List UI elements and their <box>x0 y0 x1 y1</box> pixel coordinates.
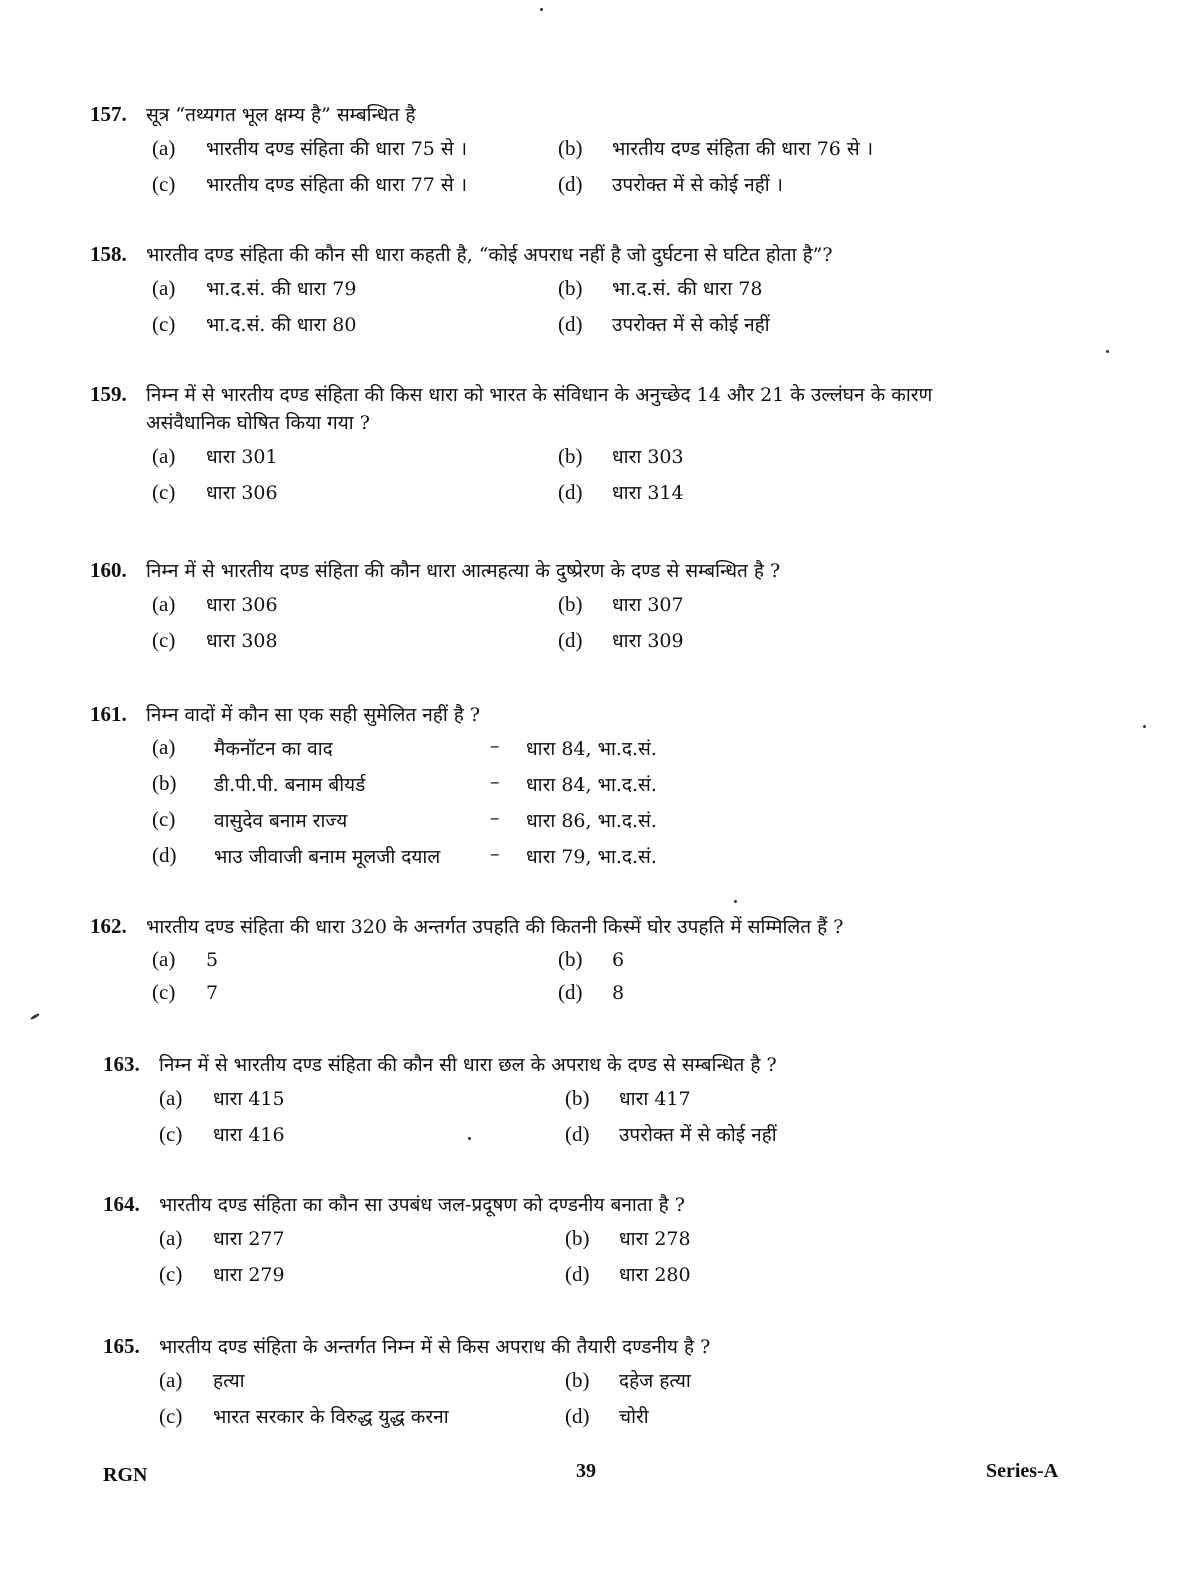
option-a <box>152 591 278 617</box>
option-label: (a) <box>152 136 176 160</box>
question-160 <box>90 556 1090 663</box>
scan-speck <box>1143 725 1146 728</box>
options <box>90 275 1090 347</box>
option-d <box>565 1121 777 1147</box>
paper-code: RGN <box>103 1464 148 1486</box>
option-text: धारा 307 <box>612 594 684 616</box>
question-number: 162. <box>90 914 127 938</box>
dash: – <box>490 807 500 829</box>
question-159 <box>90 380 1090 515</box>
option-text: हत्या <box>213 1370 245 1392</box>
option-text: भा.द.सं. की धारा 78 <box>612 278 763 300</box>
scan-speck <box>540 8 543 11</box>
match-row-c <box>90 807 1090 843</box>
question-text: भारतीय दण्ड संहिता का कौन सा उपबंध जल-प्रदूषण को दण्डनीय बनाता है ? <box>159 1194 685 1216</box>
question-text: निम्न वादों में कौन सा एक सही सुमेलित नहीं है ? <box>146 704 481 726</box>
option-row <box>90 443 1090 479</box>
option-label: (b) <box>558 444 583 468</box>
option-d <box>558 980 624 1005</box>
option-b <box>565 1225 691 1251</box>
option-d <box>558 627 684 653</box>
option-label: (a) <box>159 1226 183 1250</box>
question-text: निम्न में से भारतीय दण्ड संहिता की कौन धारा आत्महत्या के दुष्प्रेरण के दण्ड से सम्बन्धित है ? <box>146 560 781 582</box>
option-label: (a) <box>159 1086 183 1110</box>
option-c <box>159 1403 449 1429</box>
option-text: उपरोक्त में से कोई नहीं । <box>612 174 783 196</box>
question-164 <box>103 1190 1103 1297</box>
option-text: दहेज हत्या <box>619 1370 691 1392</box>
question-165 <box>103 1332 1103 1439</box>
option-text: धारा 415 <box>213 1088 285 1110</box>
option-row <box>90 627 1090 663</box>
question-text: सूत्र “तथ्यगत भूल क्षम्य है” सम्बन्धित है <box>146 104 416 126</box>
option-label: (b) <box>565 1368 590 1392</box>
option-c <box>159 1121 285 1147</box>
option-label: (c) <box>159 1262 183 1286</box>
option-label: (c) <box>159 1122 183 1146</box>
options <box>103 1085 1103 1157</box>
option-a <box>152 275 356 301</box>
option-label: (b) <box>558 276 583 300</box>
option-text: 8 <box>612 982 625 1004</box>
question-number: 164. <box>103 1192 140 1216</box>
section-ref: धारा 86, भा.द.सं. <box>526 810 657 832</box>
option-row <box>103 1261 1103 1297</box>
option-label: (d) <box>558 628 583 652</box>
option-row <box>90 275 1090 311</box>
option-row <box>90 980 1090 1013</box>
question-161 <box>90 700 1090 879</box>
question-158 <box>90 240 1090 347</box>
option-text: भारतीय दण्ड संहिता की धारा 76 से । <box>612 138 874 160</box>
option-text: 5 <box>206 949 219 971</box>
case-name: वासुदेव बनाम राज्य <box>214 810 348 832</box>
option-label: (d) <box>558 172 583 196</box>
option-d <box>558 479 684 505</box>
option-label: (a) <box>152 947 176 971</box>
option-row <box>103 1403 1103 1439</box>
option-row <box>103 1367 1103 1403</box>
option-row <box>103 1225 1103 1261</box>
options <box>90 443 1090 515</box>
option-text: धारा 416 <box>213 1124 285 1146</box>
options <box>90 947 1090 1013</box>
option-label: (d) <box>565 1262 590 1286</box>
option-label: (c) <box>152 980 176 1004</box>
option-b <box>558 275 762 301</box>
option-text: धारा 309 <box>612 630 684 652</box>
option-text: 7 <box>206 982 219 1004</box>
match-list <box>90 735 1090 879</box>
question-text: निम्न में से भारतीय दण्ड संहिता की किस धारा को भारत के संविधान के अनुच्छेद 14 और 21 के उल्लंघन के कारण <box>146 384 933 406</box>
option-text: उपरोक्त में से कोई नहीं <box>612 314 770 336</box>
option-text: धारा 301 <box>206 446 278 468</box>
option-label: (a) <box>152 735 176 759</box>
option-d <box>558 311 770 337</box>
options <box>90 135 1090 207</box>
match-row-b <box>90 771 1090 807</box>
question-157 <box>90 100 1090 207</box>
option-label: (b) <box>152 771 177 795</box>
option-a <box>152 135 467 161</box>
question-number: 160. <box>90 558 127 582</box>
dash: – <box>490 771 500 793</box>
match-row-a <box>90 735 1090 771</box>
scan-speck <box>468 1137 471 1140</box>
dash: – <box>490 735 500 757</box>
question-text-continued: असंवैधानिक घोषित किया गया ? <box>146 412 370 434</box>
option-label: (d) <box>558 980 583 1004</box>
option-text: 6 <box>612 949 625 971</box>
option-row <box>103 1121 1103 1157</box>
option-text: चोरी <box>619 1406 649 1428</box>
option-text: धारा 279 <box>213 1264 285 1286</box>
option-a <box>159 1085 285 1111</box>
case-name: भाउ जीवाजी बनाम मूलजी दयाल <box>214 846 441 868</box>
option-label: (a) <box>159 1368 183 1392</box>
scan-speck <box>734 900 737 903</box>
option-label: (b) <box>565 1226 590 1250</box>
option-b <box>558 591 684 617</box>
option-d <box>558 171 783 197</box>
question-number: 163. <box>103 1052 140 1076</box>
section-ref: धारा 84, भा.द.सं. <box>526 774 657 796</box>
option-c <box>152 980 218 1005</box>
option-row <box>90 311 1090 347</box>
option-text: धारा 417 <box>619 1088 691 1110</box>
option-row <box>103 1085 1103 1121</box>
option-label: (a) <box>152 444 176 468</box>
option-label: (d) <box>152 843 177 867</box>
match-row-d <box>90 843 1090 879</box>
option-text: धारा 278 <box>619 1228 691 1250</box>
option-label: (c) <box>159 1404 183 1428</box>
series-label: Series-A <box>986 1460 1059 1482</box>
question-number: 158. <box>90 242 127 266</box>
option-label: (a) <box>152 592 176 616</box>
option-label: (b) <box>565 1086 590 1110</box>
option-text: धारा 306 <box>206 594 278 616</box>
option-c <box>152 479 278 505</box>
option-label: (b) <box>558 947 583 971</box>
option-text: धारा 314 <box>612 482 684 504</box>
page-number: 39 <box>576 1460 596 1482</box>
option-text: भा.द.सं. की धारा 80 <box>206 314 357 336</box>
option-row <box>90 591 1090 627</box>
option-text: भारतीय दण्ड संहिता की धारा 77 से । <box>206 174 468 196</box>
option-label: (c) <box>152 312 176 336</box>
option-label: (c) <box>152 807 176 831</box>
option-text: धारा 303 <box>612 446 684 468</box>
option-text: धारा 306 <box>206 482 278 504</box>
case-name: मैकनॉटन का वाद <box>214 738 333 760</box>
option-text: धारा 280 <box>619 1264 691 1286</box>
option-c <box>152 311 356 337</box>
question-text: भारतीय दण्ड संहिता की धारा 320 के अन्तर्गत उपहति की कितनी किस्में घोर उपहति में सम्मिलित हैं ? <box>146 916 844 938</box>
question-text: भारतीव दण्ड संहिता की कौन सी धारा कहती है, “कोई अपराध नहीं है जो दुर्घटना से घटित होता है”? <box>146 244 833 266</box>
option-c <box>152 171 467 197</box>
option-text: धारा 308 <box>206 630 278 652</box>
option-d <box>565 1403 649 1429</box>
option-label: (d) <box>558 480 583 504</box>
option-a <box>152 947 218 972</box>
option-label: (c) <box>152 172 176 196</box>
section-ref: धारा 79, भा.द.सं. <box>526 846 657 868</box>
option-label: (a) <box>152 276 176 300</box>
question-163 <box>103 1050 1103 1157</box>
option-b <box>558 443 684 469</box>
options <box>103 1367 1103 1439</box>
question-number: 165. <box>103 1334 140 1358</box>
option-b <box>558 135 873 161</box>
scan-speck <box>30 1013 40 1021</box>
options <box>103 1225 1103 1297</box>
option-label: (d) <box>558 312 583 336</box>
option-a <box>159 1367 245 1393</box>
option-text: धारा 277 <box>213 1228 285 1250</box>
option-row <box>90 135 1090 171</box>
options <box>90 591 1090 663</box>
option-c <box>159 1261 285 1287</box>
option-label: (c) <box>152 480 176 504</box>
option-b <box>565 1085 691 1111</box>
option-row <box>90 947 1090 980</box>
option-label: (d) <box>565 1122 590 1146</box>
question-number: 161. <box>90 702 127 726</box>
question-number: 157. <box>90 102 127 126</box>
scan-speck <box>1106 350 1109 353</box>
option-row <box>90 171 1090 207</box>
option-b <box>558 947 624 972</box>
option-a <box>152 443 278 469</box>
option-row <box>90 479 1090 515</box>
question-162 <box>90 912 1090 1013</box>
option-c <box>152 627 278 653</box>
dash: – <box>490 843 500 865</box>
option-text: भा.द.सं. की धारा 79 <box>206 278 357 300</box>
section-ref: धारा 84, भा.द.सं. <box>526 738 657 760</box>
question-text: निम्न में से भारतीय दण्ड संहिता की कौन सी धारा छल के अपराध के दण्ड से सम्बन्धित है ? <box>159 1054 777 1076</box>
option-label: (b) <box>558 136 583 160</box>
option-label: (c) <box>152 628 176 652</box>
question-number: 159. <box>90 382 127 406</box>
option-text: उपरोक्त में से कोई नहीं <box>619 1124 777 1146</box>
option-label: (d) <box>565 1404 590 1428</box>
case-name: डी.पी.पी. बनाम बीयर्ड <box>214 774 366 796</box>
question-text: भारतीय दण्ड संहिता के अन्तर्गत निम्न में से किस अपराध की तैयारी दण्डनीय है ? <box>159 1336 711 1358</box>
option-d <box>565 1261 691 1287</box>
option-text: भारतीय दण्ड संहिता की धारा 75 से । <box>206 138 468 160</box>
option-label: (b) <box>558 592 583 616</box>
option-text: भारत सरकार के विरुद्ध युद्ध करना <box>213 1406 449 1428</box>
option-a <box>159 1225 285 1251</box>
option-b <box>565 1367 691 1393</box>
